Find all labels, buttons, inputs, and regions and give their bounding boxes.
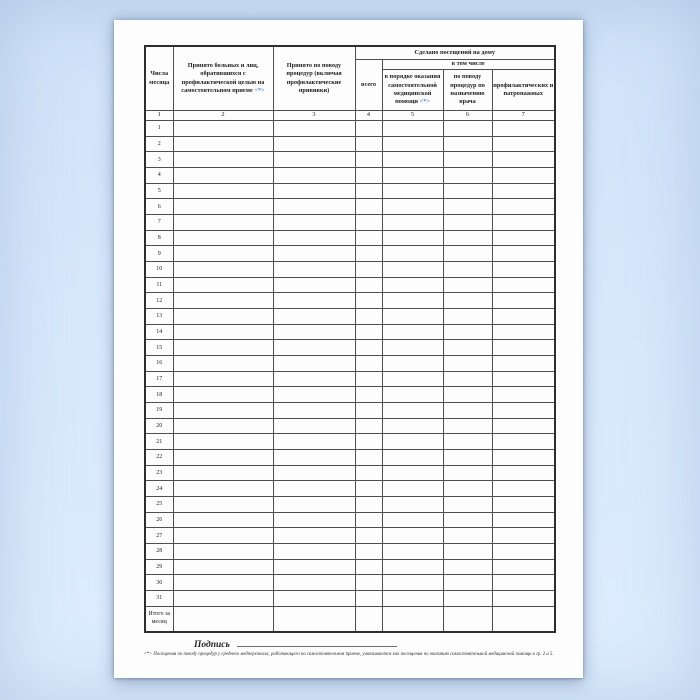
value-cell (273, 340, 355, 356)
value-cell (355, 434, 382, 450)
column-number: 4 (355, 111, 382, 121)
col-header-accepted-procedures: Принято по поводу процедур (включая профилактические прививки) (273, 46, 355, 111)
value-cell (173, 215, 273, 231)
value-cell (443, 277, 492, 293)
total-value-cell (492, 606, 555, 632)
value-cell (173, 544, 273, 560)
table-row (145, 371, 555, 387)
total-row-label: Итого за месяц (145, 606, 173, 632)
value-cell (173, 481, 273, 497)
value-cell (173, 418, 273, 434)
value-cell (273, 152, 355, 168)
footnote-ref-asterisk: <*> (419, 98, 430, 106)
value-cell (273, 418, 355, 434)
value-cell (382, 356, 443, 372)
table-header (145, 46, 555, 121)
value-cell (355, 262, 382, 278)
value-cell (273, 136, 355, 152)
value-cell (355, 497, 382, 513)
day-number-cell: 25 (145, 497, 173, 513)
value-cell (443, 403, 492, 419)
value-cell (273, 324, 355, 340)
table-row (145, 544, 555, 560)
value-cell (382, 246, 443, 262)
table-row (145, 418, 555, 434)
value-cell (273, 575, 355, 591)
value-cell (273, 183, 355, 199)
day-number-cell: 1 (145, 121, 173, 137)
value-cell (443, 136, 492, 152)
value-cell (492, 450, 555, 466)
value-cell (382, 121, 443, 137)
value-cell (355, 168, 382, 184)
value-cell (382, 152, 443, 168)
day-number-cell: 6 (145, 199, 173, 215)
value-cell (443, 199, 492, 215)
value-cell (382, 293, 443, 309)
value-cell (273, 544, 355, 560)
value-cell (173, 121, 273, 137)
value-cell (443, 481, 492, 497)
value-cell (443, 465, 492, 481)
value-cell (355, 450, 382, 466)
value-cell (382, 262, 443, 278)
value-cell (173, 246, 273, 262)
value-cell (273, 450, 355, 466)
value-cell (273, 293, 355, 309)
value-cell (173, 575, 273, 591)
value-cell (443, 371, 492, 387)
value-cell (273, 246, 355, 262)
value-cell (382, 403, 443, 419)
value-cell (355, 183, 382, 199)
table-row (145, 356, 555, 372)
value-cell (492, 528, 555, 544)
day-number-cell: 31 (145, 591, 173, 607)
value-cell (273, 277, 355, 293)
value-cell (443, 152, 492, 168)
table-row (145, 387, 555, 403)
day-number-cell: 5 (145, 183, 173, 199)
value-cell (355, 121, 382, 137)
value-cell (443, 340, 492, 356)
value-cell (273, 387, 355, 403)
day-number-cell: 15 (145, 340, 173, 356)
value-cell (492, 465, 555, 481)
table-row (145, 481, 555, 497)
value-cell (492, 199, 555, 215)
value-cell (273, 497, 355, 513)
value-cell (273, 168, 355, 184)
value-cell (173, 559, 273, 575)
value-cell (355, 215, 382, 231)
day-number-cell: 9 (145, 246, 173, 262)
value-cell (443, 121, 492, 137)
value-cell (382, 559, 443, 575)
value-cell (382, 309, 443, 325)
value-cell (492, 481, 555, 497)
day-number-cell: 12 (145, 293, 173, 309)
column-number: 3 (273, 111, 355, 121)
value-cell (492, 230, 555, 246)
value-cell (492, 246, 555, 262)
value-cell (355, 309, 382, 325)
table-row (145, 136, 555, 152)
value-cell (492, 434, 555, 450)
table-row (145, 559, 555, 575)
value-cell (443, 246, 492, 262)
value-cell (382, 544, 443, 560)
value-cell (492, 136, 555, 152)
col-header-independent-care (382, 70, 443, 111)
value-cell (492, 309, 555, 325)
value-cell (355, 481, 382, 497)
value-cell (443, 528, 492, 544)
value-cell (355, 230, 382, 246)
value-cell (355, 387, 382, 403)
value-cell (492, 340, 555, 356)
table-row (145, 230, 555, 246)
total-row (145, 606, 555, 632)
value-cell (355, 152, 382, 168)
value-cell (173, 434, 273, 450)
value-cell (443, 168, 492, 184)
day-number-cell: 3 (145, 152, 173, 168)
value-cell (355, 403, 382, 419)
table-row (145, 340, 555, 356)
value-cell (382, 418, 443, 434)
value-cell (382, 512, 443, 528)
value-cell (355, 293, 382, 309)
value-cell (173, 309, 273, 325)
value-cell (492, 512, 555, 528)
value-cell (273, 199, 355, 215)
day-number-cell: 14 (145, 324, 173, 340)
day-number-cell: 8 (145, 230, 173, 246)
table-row (145, 199, 555, 215)
table-row (145, 528, 555, 544)
value-cell (382, 387, 443, 403)
day-number-cell: 16 (145, 356, 173, 372)
value-cell (443, 418, 492, 434)
total-value-cell (382, 606, 443, 632)
value-cell (355, 591, 382, 607)
value-cell (173, 262, 273, 278)
footnote-ref-asterisk: <*> (254, 86, 265, 94)
value-cell (382, 230, 443, 246)
value-cell (273, 481, 355, 497)
day-number-cell: 21 (145, 434, 173, 450)
column-number: 1 (145, 111, 173, 121)
table-row (145, 309, 555, 325)
value-cell (273, 528, 355, 544)
value-cell (443, 450, 492, 466)
value-cell (443, 183, 492, 199)
value-cell (355, 136, 382, 152)
value-cell (443, 544, 492, 560)
value-cell (173, 340, 273, 356)
value-cell (382, 481, 443, 497)
day-number-cell: 20 (145, 418, 173, 434)
value-cell (492, 152, 555, 168)
value-cell (173, 293, 273, 309)
value-cell (443, 230, 492, 246)
value-cell (273, 356, 355, 372)
value-cell (173, 528, 273, 544)
value-cell (382, 215, 443, 231)
value-cell (355, 277, 382, 293)
day-number-cell: 27 (145, 528, 173, 544)
day-number-cell: 29 (145, 559, 173, 575)
column-number-row (145, 111, 555, 121)
value-cell (355, 324, 382, 340)
signature-row (194, 637, 397, 650)
value-cell (443, 387, 492, 403)
visits-register-table (144, 45, 556, 633)
value-cell (273, 309, 355, 325)
value-cell (443, 262, 492, 278)
value-cell (173, 512, 273, 528)
value-cell (443, 356, 492, 372)
value-cell (355, 246, 382, 262)
value-cell (355, 356, 382, 372)
column-number: 2 (173, 111, 273, 121)
day-number-cell: 7 (145, 215, 173, 231)
value-cell (173, 230, 273, 246)
total-value-cell (443, 606, 492, 632)
footnote: <*> Посещения по поводу процедур у среднего медперсонала, работающего на самостоятельном приеме, учитываются как посещения по оказанию самостоятельной медицинской помощи в гр. 2 и 5. (143, 652, 554, 657)
day-number-cell: 19 (145, 403, 173, 419)
value-cell (492, 183, 555, 199)
total-value-cell (273, 606, 355, 632)
value-cell (492, 262, 555, 278)
value-cell (443, 591, 492, 607)
column-number: 6 (443, 111, 492, 121)
value-cell (273, 591, 355, 607)
column-number: 7 (492, 111, 555, 121)
value-cell (355, 559, 382, 575)
day-number-cell: 13 (145, 309, 173, 325)
col-header-total: всего (355, 60, 382, 111)
value-cell (173, 168, 273, 184)
value-cell (382, 591, 443, 607)
table-row (145, 403, 555, 419)
value-cell (492, 575, 555, 591)
value-cell (355, 371, 382, 387)
value-cell (273, 121, 355, 137)
value-cell (492, 387, 555, 403)
value-cell (273, 465, 355, 481)
total-value-cell (173, 606, 273, 632)
value-cell (443, 497, 492, 513)
value-cell (173, 356, 273, 372)
group-header-including: в том числе (382, 60, 555, 70)
value-cell (443, 293, 492, 309)
value-cell (492, 544, 555, 560)
table-row (145, 465, 555, 481)
value-cell (492, 418, 555, 434)
value-cell (273, 262, 355, 278)
value-cell (443, 215, 492, 231)
value-cell (173, 371, 273, 387)
table-row (145, 512, 555, 528)
value-cell (273, 512, 355, 528)
value-cell (355, 199, 382, 215)
table-row (145, 293, 555, 309)
value-cell (492, 371, 555, 387)
day-number-cell: 23 (145, 465, 173, 481)
value-cell (273, 403, 355, 419)
table-row (145, 215, 555, 231)
value-cell (492, 121, 555, 137)
day-number-cell: 26 (145, 512, 173, 528)
day-number-cell: 18 (145, 387, 173, 403)
value-cell (173, 199, 273, 215)
table-row (145, 277, 555, 293)
value-cell (273, 434, 355, 450)
day-number-cell: 11 (145, 277, 173, 293)
table-row (145, 246, 555, 262)
value-cell (443, 324, 492, 340)
day-number-cell: 2 (145, 136, 173, 152)
day-number-cell: 4 (145, 168, 173, 184)
table-row (145, 121, 555, 137)
value-cell (173, 277, 273, 293)
value-cell (382, 575, 443, 591)
table-row (145, 183, 555, 199)
value-cell (173, 152, 273, 168)
col-header-days: Числа месяца (145, 46, 173, 111)
value-cell (443, 309, 492, 325)
day-number-cell: 22 (145, 450, 173, 466)
value-cell (173, 465, 273, 481)
column-number: 5 (382, 111, 443, 121)
value-cell (492, 277, 555, 293)
table-row (145, 575, 555, 591)
value-cell (492, 356, 555, 372)
value-cell (355, 544, 382, 560)
day-number-cell: 28 (145, 544, 173, 560)
value-cell (355, 528, 382, 544)
value-cell (355, 340, 382, 356)
value-cell (355, 512, 382, 528)
value-cell (382, 340, 443, 356)
document-page (114, 20, 583, 678)
total-value-cell (355, 606, 382, 632)
value-cell (273, 559, 355, 575)
value-cell (173, 497, 273, 513)
value-cell (173, 403, 273, 419)
value-cell (173, 136, 273, 152)
value-cell (492, 559, 555, 575)
signature-label: Подпись (194, 640, 230, 650)
value-cell (382, 450, 443, 466)
value-cell (382, 528, 443, 544)
signature-underline (237, 637, 397, 647)
value-cell (173, 387, 273, 403)
table-row (145, 324, 555, 340)
value-cell (382, 465, 443, 481)
value-cell (355, 418, 382, 434)
value-cell (173, 183, 273, 199)
group-header-home-visits: Сделано посещений на дому (355, 46, 555, 60)
value-cell (443, 434, 492, 450)
value-cell (382, 434, 443, 450)
value-cell (173, 591, 273, 607)
value-cell (382, 371, 443, 387)
value-cell (492, 168, 555, 184)
value-cell (382, 497, 443, 513)
table-row (145, 152, 555, 168)
value-cell (355, 465, 382, 481)
value-cell (492, 591, 555, 607)
value-cell (492, 497, 555, 513)
value-cell (492, 403, 555, 419)
table-row (145, 450, 555, 466)
value-cell (273, 215, 355, 231)
day-number-cell: 17 (145, 371, 173, 387)
value-cell (443, 575, 492, 591)
table-footer (145, 606, 555, 632)
table-row (145, 434, 555, 450)
value-cell (382, 199, 443, 215)
value-cell (443, 559, 492, 575)
value-cell (382, 168, 443, 184)
value-cell (443, 512, 492, 528)
table-body (145, 121, 555, 607)
col-header-independent-care-text: в порядке оказания самостоятельной медицинской помощи (384, 73, 441, 106)
value-cell (382, 324, 443, 340)
value-cell (173, 450, 273, 466)
col-header-accepted-patients (173, 46, 273, 111)
col-header-preventive-patronage: профилактических и патронажных (492, 70, 555, 111)
table-row (145, 591, 555, 607)
day-number-cell: 10 (145, 262, 173, 278)
value-cell (382, 183, 443, 199)
value-cell (492, 215, 555, 231)
table-row (145, 497, 555, 513)
value-cell (492, 293, 555, 309)
table-row (145, 262, 555, 278)
col-header-accepted-patients-text: Принято больных и лиц, обратившихся с профилактической целью на самостоятельном приеме (181, 61, 265, 94)
value-cell (382, 277, 443, 293)
day-number-cell: 30 (145, 575, 173, 591)
value-cell (382, 136, 443, 152)
value-cell (273, 371, 355, 387)
value-cell (492, 324, 555, 340)
table-row (145, 168, 555, 184)
col-header-doctor-prescribed: по поводу процедур по назначению врача (443, 70, 492, 111)
day-number-cell: 24 (145, 481, 173, 497)
value-cell (273, 230, 355, 246)
value-cell (173, 324, 273, 340)
value-cell (355, 575, 382, 591)
